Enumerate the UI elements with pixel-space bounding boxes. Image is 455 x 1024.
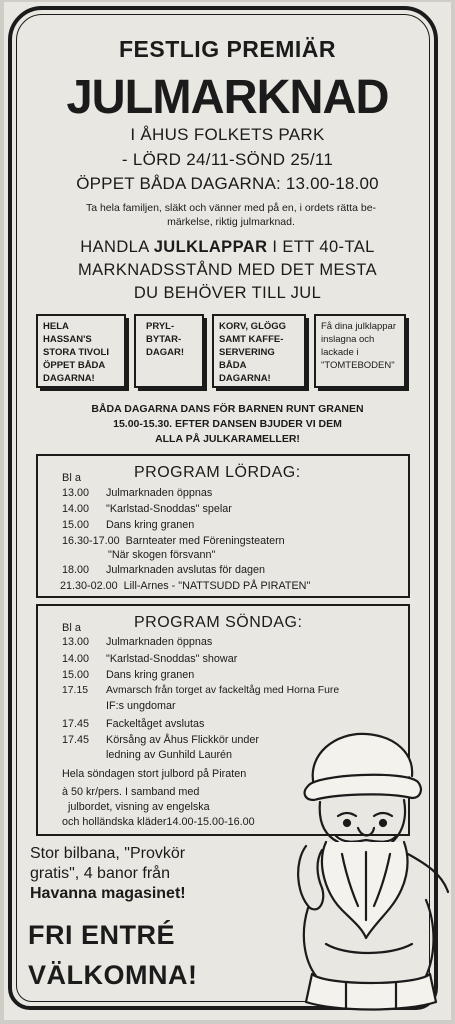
program-row — [62, 653, 237, 665]
program-saturday-title: PROGRAM LÖRDAG: — [134, 464, 301, 481]
program-time: 16.30-17.00 — [62, 535, 120, 547]
program-time: 15.00 — [62, 519, 90, 531]
box-line: PRYL- — [146, 321, 175, 332]
program-text: Avmarsch från torget av fackeltåg med Horna Fure — [106, 685, 340, 696]
program-text: Körsång av Åhus Flickkör under — [106, 734, 260, 746]
page-title: JULMARKNAD — [66, 71, 389, 124]
welcome-text: VÄLKOMNA! — [28, 960, 198, 990]
dates-line: - LÖRD 24/11-SÖND 25/11 — [121, 150, 334, 169]
shopping-line-2: MARKNADSSTÅND MED DET MESTA — [78, 261, 377, 279]
dance-line: ALLA PÅ JULKARAMELLER! — [155, 433, 300, 445]
box-line: SERVERING — [219, 347, 275, 358]
dance-notice — [30, 402, 425, 447]
program-row — [106, 700, 176, 712]
venue-line: I ÅHUS FOLKETS PARK — [130, 125, 325, 144]
intro-line: märkelse, riktig julmarknad. — [167, 216, 295, 228]
program-row — [62, 734, 259, 746]
swap-day-box — [134, 314, 204, 388]
box-line: Få dina julklappar — [321, 321, 396, 332]
race-track-bold: Havanna magasinet! — [30, 885, 186, 902]
program-text: Barnteater med Föreningsteatern — [125, 535, 285, 547]
race-track-line — [30, 884, 260, 904]
program-text: Fackeltåget avslutas — [106, 718, 205, 730]
program-row — [62, 519, 194, 531]
program-row — [62, 503, 232, 515]
box-line: inslagna och — [321, 334, 375, 345]
program-row — [62, 685, 339, 696]
box-line: BÅDA DAGARNA! — [219, 360, 271, 384]
program-row — [106, 749, 232, 761]
program-time: 21.30-02.00 — [60, 580, 118, 592]
opening-hours: ÖPPET BÅDA DAGARNA: 13.00-18.00 — [76, 174, 379, 193]
santa-claus-illustration — [286, 724, 452, 1014]
julbord-line: Hela söndagen stort julbord på Piraten — [62, 768, 247, 780]
program-text: Dans kring granen — [106, 669, 195, 681]
program-row — [62, 487, 212, 499]
program-row — [62, 535, 285, 547]
shopping-text — [0, 236, 455, 305]
free-entry: FRI ENTRÉ — [28, 920, 176, 950]
food-box — [212, 314, 306, 388]
program-row — [108, 549, 215, 561]
program-row — [62, 718, 204, 730]
program-time: 13.00 — [62, 487, 90, 499]
program-text: Julmarknaden avslutas för dagen — [106, 564, 266, 576]
box-line: lackade i — [321, 347, 359, 358]
program-text: "När skogen försvann" — [108, 549, 216, 561]
box-line: "TOMTEBODEN" — [321, 360, 395, 371]
program-time: 17.15 — [62, 685, 89, 696]
program-text: "Karlstad-Snoddas" spelar — [106, 503, 232, 515]
shopping-post: I ETT 40-TAL — [267, 238, 375, 256]
program-bla: Bl a — [62, 622, 81, 634]
box-line: DAGARNA! — [43, 373, 95, 384]
dance-line: 15.00-15.30. EFTER DANSEN BJUDER VI DEM — [113, 418, 342, 430]
julbord-line: à 50 kr/pers. I samband med — [62, 786, 200, 798]
intro-text — [46, 201, 416, 229]
program-row — [60, 580, 310, 592]
shopping-line-1 — [0, 236, 455, 259]
program-row — [62, 564, 265, 576]
program-bla: Bl a — [62, 472, 81, 484]
program-time: 13.00 — [62, 636, 90, 648]
program-time: 17.45 — [62, 718, 90, 730]
program-sunday-title: PROGRAM SÖNDAG: — [134, 614, 303, 631]
program-text: Lill-Arnes - "NATTSUDD PÅ PIRATEN" — [123, 580, 311, 592]
box-line: KORV, GLÖGG — [219, 321, 287, 332]
intro-line: Ta hela familjen, släkt och vänner med på en, i ordets rätta be- — [85, 202, 377, 214]
program-row — [62, 669, 194, 681]
race-track-line: gratis", 4 banor från — [30, 865, 170, 882]
program-text: Dans kring granen — [106, 519, 195, 531]
shopping-bold: JULKLAPPAR — [153, 238, 268, 256]
box-line: STORA TIVOLI — [43, 347, 109, 358]
dance-line: BÅDA DAGARNA DANS FÖR BARNEN RUNT GRANEN — [91, 403, 364, 415]
program-text: Julmarknaden öppnas — [106, 487, 213, 499]
shopping-pre: HANDLA — [80, 238, 154, 256]
program-text: ledning av Gunhild Laurén — [106, 749, 233, 761]
box-line: HELA HASSAN'S — [43, 321, 92, 345]
program-saturday — [36, 454, 410, 598]
program-time: 17.45 — [62, 734, 90, 746]
tivoli-box — [36, 314, 126, 388]
race-track-line: Stor bilbana, "Provkör — [30, 845, 186, 862]
program-text: Julmarknaden öppnas — [106, 636, 213, 648]
box-line: ÖPPET BÅDA — [43, 360, 106, 371]
program-text: IF:s ungdomar — [106, 700, 176, 712]
program-time: 15.00 — [62, 669, 90, 681]
shopping-line-3: DU BEHÖVER TILL JUL — [133, 284, 322, 302]
program-time: 18.00 — [62, 564, 90, 576]
gift-wrap-box — [314, 314, 406, 388]
program-time: 14.00 — [62, 503, 90, 515]
race-track-notice — [30, 844, 260, 904]
program-text: "Karlstad-Snoddas" showar — [106, 653, 238, 665]
julbord-line: julbordet, visning av engelska — [68, 801, 210, 813]
box-line: DAGAR! — [146, 347, 184, 358]
box-line: BYTAR- — [146, 334, 182, 345]
program-time: 14.00 — [62, 653, 90, 665]
julbord-line: och holländska kläder14.00-15.00-16.00 — [62, 816, 255, 828]
premiere-heading: FESTLIG PREMIÄR — [118, 36, 337, 62]
program-row — [62, 636, 212, 648]
box-line: SAMT KAFFE- — [219, 334, 284, 345]
